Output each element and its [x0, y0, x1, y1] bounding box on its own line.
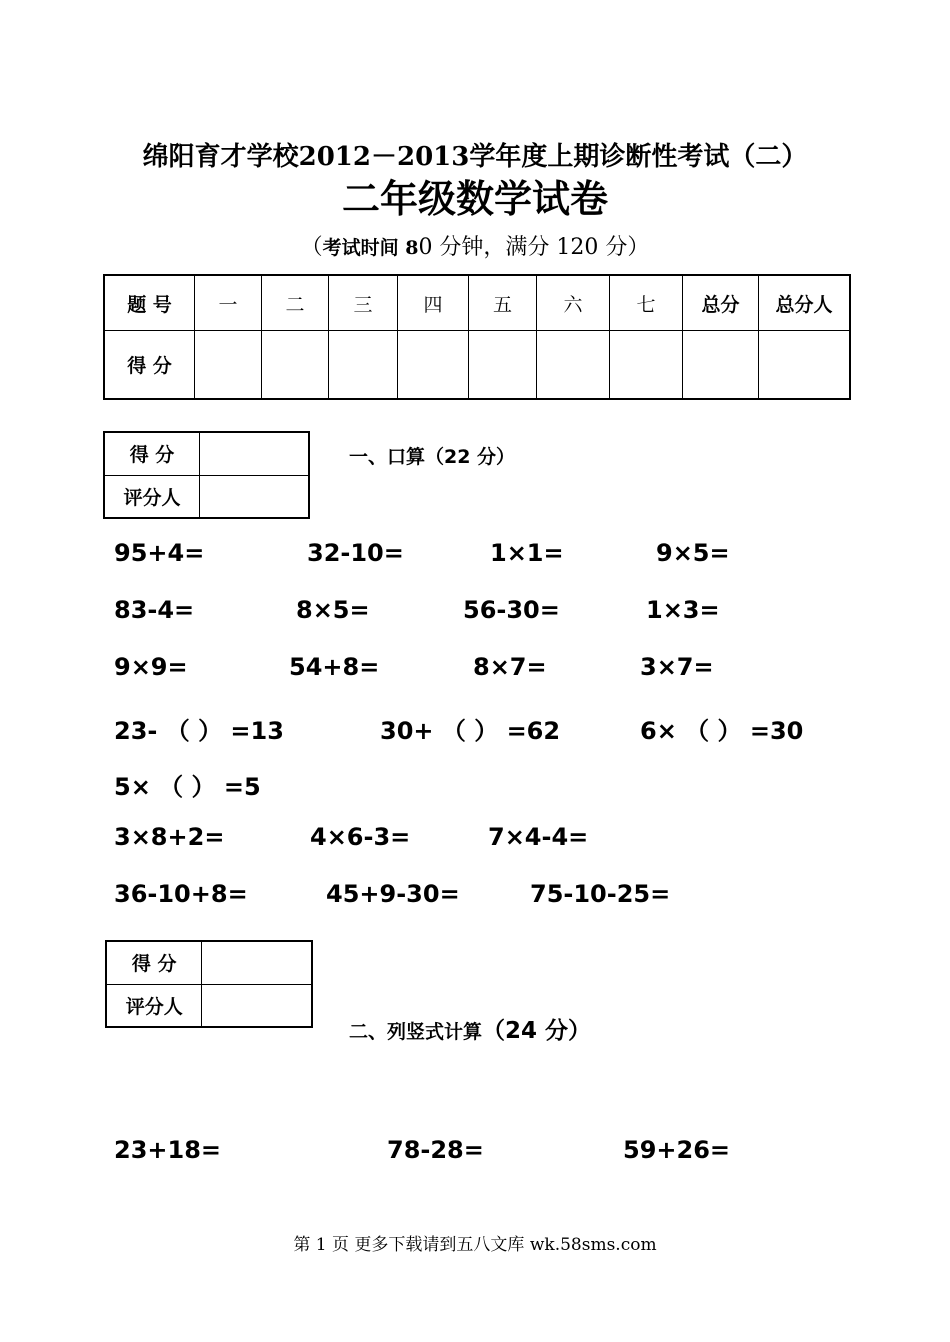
problem: 3×7= — [640, 653, 714, 681]
score-cell — [537, 331, 610, 400]
score-cell — [469, 331, 537, 400]
problem: 9×9= — [114, 653, 188, 681]
score-cell — [759, 331, 851, 400]
grade-box-grader-blank — [200, 475, 310, 518]
vertical-problem: 23+18= — [114, 1136, 222, 1164]
vertical-problem: 59+26= — [623, 1136, 731, 1164]
header-cell-label: 题 号 — [104, 275, 195, 331]
problem: 23- （ ） =13 — [114, 717, 284, 745]
problem: 45+9-30= — [326, 880, 460, 908]
problem: 4×6-3= — [310, 823, 411, 851]
section2-title-text: 二、列竖式计算 — [349, 1021, 483, 1043]
header-cell-3: 三 — [329, 275, 398, 331]
section1-title: 一、口算（22 分） — [349, 446, 516, 468]
problem: 56-30= — [463, 596, 560, 624]
grade-box-score-label: 得 分 — [104, 432, 200, 475]
grade-box-section2 — [105, 940, 313, 1028]
problem: 7×4-4= — [488, 823, 589, 851]
grade-box-grader-blank — [202, 984, 312, 1027]
grade-box-grader-label: 评分人 — [104, 475, 200, 518]
section2-title — [349, 1012, 591, 1045]
problem: 6× （ ） =30 — [640, 717, 804, 745]
score-table-score-row — [104, 331, 850, 400]
grade-box-section1 — [103, 431, 310, 519]
note-rest: 0 分钟，满分 120 分） — [418, 235, 650, 260]
problem: 54+8= — [289, 653, 380, 681]
score-table — [103, 274, 851, 400]
score-cell — [683, 331, 759, 400]
problem: 83-4= — [114, 596, 195, 624]
note-bold: 考试时间 8 — [322, 237, 419, 259]
score-cell — [398, 331, 469, 400]
header-cell-total: 总分 — [683, 275, 759, 331]
problem: 1×1= — [490, 539, 564, 567]
problem: 30+ （ ） =62 — [380, 717, 561, 745]
score-row-label: 得 分 — [104, 331, 195, 400]
header-cell-5: 五 — [469, 275, 537, 331]
problem: 1×3= — [646, 596, 720, 624]
grade-box-grader-label: 评分人 — [106, 984, 202, 1027]
problem: 75-10-25= — [530, 880, 671, 908]
grade-box-score-label: 得 分 — [106, 941, 202, 984]
vertical-problem: 78-28= — [387, 1136, 484, 1164]
problem: 3×8+2= — [114, 823, 225, 851]
page-footer: 第 1 页 更多下载请到五八文库 wk.58sms.com — [293, 1235, 657, 1255]
exam-title: 二年级数学试卷 — [341, 176, 608, 221]
header-cell-4: 四 — [398, 275, 469, 331]
problem: 9×5= — [656, 539, 730, 567]
score-cell — [610, 331, 683, 400]
grade-box-score-blank — [200, 432, 310, 475]
score-cell — [262, 331, 329, 400]
exam-note — [0, 230, 950, 261]
grade-box-score-blank — [202, 941, 312, 984]
header-cell-1: 一 — [195, 275, 262, 331]
problem: 32-10= — [307, 539, 404, 567]
score-table-header-row — [104, 275, 850, 331]
header-cell-7: 七 — [610, 275, 683, 331]
score-cell — [195, 331, 262, 400]
problem: 8×5= — [296, 596, 370, 624]
problem: 8×7= — [473, 653, 547, 681]
score-cell — [329, 331, 398, 400]
note-open: （ — [300, 235, 323, 260]
problem: 36-10+8= — [114, 880, 248, 908]
header-cell-2: 二 — [262, 275, 329, 331]
problem: 5× （ ） =5 — [114, 773, 261, 801]
header-cell-6: 六 — [537, 275, 610, 331]
header-cell-grader: 总分人 — [759, 275, 851, 331]
section2-title-points: （24 分） — [482, 1018, 592, 1044]
school-title: 绵阳育才学校2012－2013学年度上期诊断性考试（二） — [142, 142, 808, 172]
problem: 95+4= — [114, 539, 205, 567]
